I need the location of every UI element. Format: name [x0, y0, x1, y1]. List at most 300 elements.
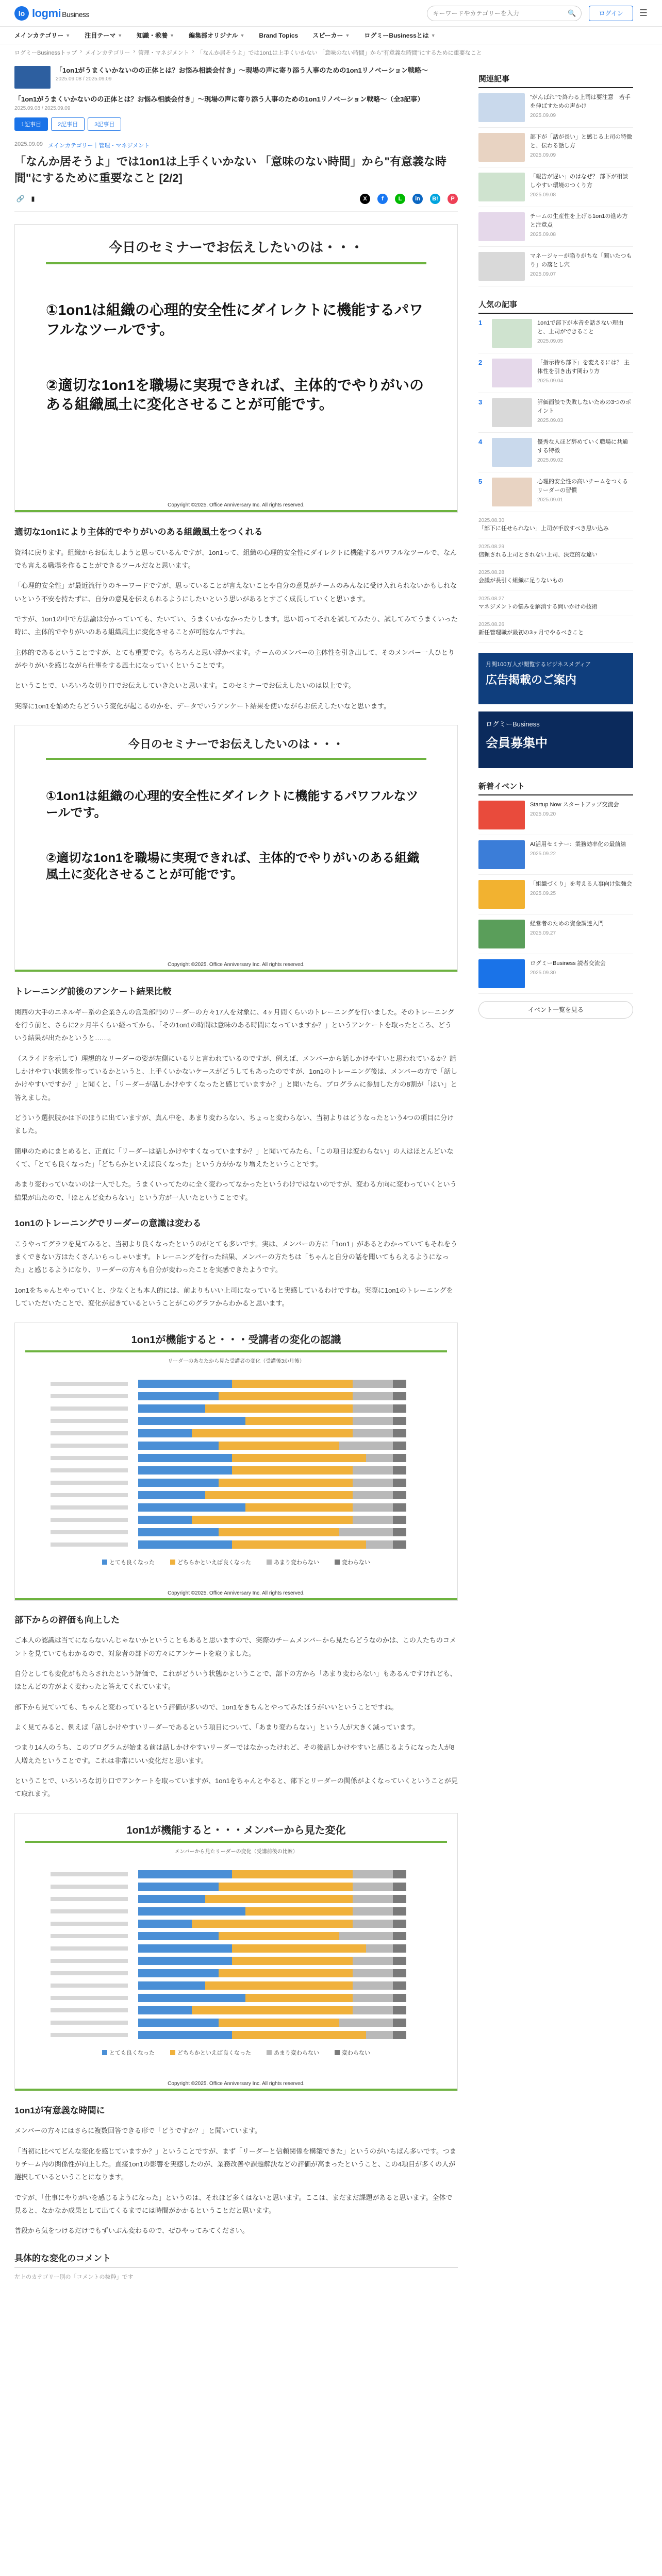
slide-heading: 今日のセミナーでお伝えしたいのは・・・ — [46, 237, 426, 264]
breadcrumb-subcategory[interactable]: 管理・マネジメント — [138, 50, 189, 56]
row-label-placeholder — [51, 1468, 128, 1472]
bar-segment — [138, 1454, 232, 1462]
bar-segment — [393, 1895, 406, 1903]
row-label-placeholder — [51, 1382, 128, 1386]
related-article[interactable] — [478, 167, 633, 207]
chart-copyright: Copyright ©2025. Office Anniversary Inc. All rights reserved. — [168, 1590, 305, 1596]
breadcrumb-category[interactable]: メインカテゴリー — [85, 50, 130, 56]
bar-segment — [353, 2006, 393, 2014]
paragraph: メンバーの方々にはさらに複数回答できる形で「どうですか？」と聞いています。 — [14, 2127, 262, 2135]
article-thumbnail — [478, 252, 525, 281]
row-label-placeholder — [51, 1456, 128, 1460]
event-item[interactable] — [478, 954, 633, 994]
ad-title: 広告掲載のご案内 — [486, 673, 577, 686]
article-thumbnail — [478, 133, 525, 162]
slide-copyright: Copyright ©2025. Office Anniversary Inc. All rights reserved. — [168, 502, 305, 508]
top-header — [0, 0, 662, 27]
nav-item-brand-topics[interactable] — [259, 32, 298, 39]
nav-label: メインカテゴリー — [14, 32, 64, 39]
paragraph: 関西の大手のエネルギー系の企業さんの営業部門のリーダーの方々17人を対象に、4ヶ月間くらいのトレーニングを行いました。そのトレーニングを行う前と、さらに2ヶ月半くらい経ってから、「その1on1の時間は意味のある時間になっていますか？」というアンケートを取ったところ、どういう結果が出たかというと……。 — [14, 1008, 455, 1042]
bar-segment — [138, 1442, 219, 1450]
main-nav — [0, 27, 662, 44]
popular-article-text[interactable] — [478, 590, 633, 617]
row-label-placeholder — [51, 1493, 128, 1497]
slide-bar — [15, 2089, 457, 2091]
linkedin-share-icon[interactable]: in — [412, 194, 423, 204]
row-label-placeholder — [51, 1431, 128, 1435]
article-thumbnail — [492, 359, 532, 387]
rank-number: 4 — [478, 438, 483, 446]
row-label-placeholder — [51, 2021, 128, 2025]
facebook-share-icon[interactable]: f — [377, 194, 388, 204]
legend-swatch — [102, 2050, 107, 2055]
article-text — [530, 133, 633, 162]
section-heading: トレーニング前後のアンケート結果比較 — [14, 987, 172, 997]
bar-segment — [138, 1932, 219, 1940]
paragraph: 「心理的安全性」が最近流行りのキーワードですが、思っていることが言えないことや自分の意見がチームのみんなに受け入れられないかもしれないという不安を持たずに、自分の意見を伝えられるようにしたいという思いがあるとすごく成長していくと思います。 — [14, 582, 457, 603]
row-label-placeholder — [51, 1444, 128, 1448]
bar-segment — [138, 1944, 232, 1953]
bar-segment — [393, 2031, 406, 2039]
event-item[interactable] — [478, 795, 633, 835]
popular-more-list — [478, 512, 633, 642]
event-date: 2025.09.22 — [530, 851, 556, 857]
member-banner[interactable] — [478, 711, 633, 768]
paragraph: ということで、いろいろな切り口でお伝えしていきたいと思います。このセミナーでお伝えしたいのは以上です。 — [14, 682, 355, 690]
row-label-placeholder — [51, 1419, 128, 1423]
popular-article-text[interactable] — [478, 512, 633, 538]
bar-segment — [232, 1380, 353, 1388]
bar-segment — [393, 1981, 406, 1990]
share-bar — [14, 193, 458, 212]
article-text — [530, 212, 633, 241]
search-box — [427, 6, 582, 21]
row-label-placeholder — [51, 1946, 128, 1951]
article-title: 評価面談で失敗しないための3つのポイント — [537, 399, 632, 414]
bar-segment — [219, 1969, 353, 1977]
sidebar-heading-related: 関連記事 — [478, 73, 633, 88]
section-heading: 部下からの評価も向上した — [14, 1615, 120, 1625]
bar-segment — [232, 1870, 353, 1878]
bar-segment — [219, 2019, 339, 2027]
chart-subtitle: リーダーのあなたから見た受講者の変化（受講後3か月後） — [168, 1358, 305, 1364]
bar-segment — [393, 1528, 406, 1536]
nav-item-knowledge[interactable] — [137, 31, 174, 40]
logo-sub: Business — [62, 10, 89, 19]
article-date: 2025.09.04 — [537, 378, 564, 384]
link-icon[interactable]: 🔗 — [16, 194, 25, 202]
event-date: 2025.09.20 — [530, 811, 556, 817]
article-title: 「報告が遅い」のはなぜ？ 部下が相談しやすい環境のつくり方 — [530, 174, 628, 189]
search-icon[interactable]: 🔍 — [568, 9, 576, 17]
bar-segment — [138, 1994, 245, 2002]
nav-item-about[interactable] — [364, 31, 435, 40]
article-date: 2025.09.01 — [537, 497, 564, 503]
section-heading: 適切な1on1により主体的でやりがいのある組織風土をつくれる — [14, 527, 263, 537]
article-title: 新任管理職が最初の3ヶ月でやるべきこと — [478, 630, 584, 636]
bar-segment — [353, 1392, 393, 1400]
bar-segment — [393, 1442, 406, 1450]
event-thumbnail — [478, 840, 525, 869]
bar-segment — [393, 1883, 406, 1891]
bar-segment — [219, 1528, 339, 1536]
bar-segment — [192, 2006, 353, 2014]
nav-item-themes[interactable] — [85, 31, 122, 40]
legend-label: あまり変わらない — [274, 1559, 319, 1566]
logo-mark: lo — [14, 6, 29, 21]
bookmark-icon[interactable]: ▮ — [31, 194, 35, 202]
paragraph: あまり変わっていないのは一人でした。うまくいってたのに全く変わってなかったというわけではないのですが、変わる方向に変わっていくという結果が出たので、「ほとんど変わらない」という方が一人いたということです。 — [14, 1180, 457, 1201]
bar-segment — [138, 1528, 219, 1536]
sidebar — [478, 61, 633, 2290]
popular-article-text[interactable] — [478, 616, 633, 642]
bar-segment — [393, 1417, 406, 1425]
bar-segment — [138, 1503, 245, 1512]
member-banner-caption: ログミーBusiness — [486, 720, 540, 728]
chart-subtitle: メンバーから見たリーダーの変化（受講前後の比較） — [174, 1849, 298, 1855]
related-article[interactable] — [478, 207, 633, 247]
event-title: 経営者のための資金調達入門 — [530, 920, 604, 927]
related-article[interactable] — [478, 128, 633, 167]
event-title: 「組織づくり」を考える人事向け勉強会 — [530, 880, 632, 887]
logo-text — [32, 7, 89, 20]
article-title: 「指示待ち部下」を変えるには？ 主体性を引き出す関わり方 — [537, 360, 630, 375]
rank-number: 5 — [478, 478, 483, 485]
legend-swatch — [267, 1560, 272, 1565]
row-label-placeholder — [51, 1394, 128, 1398]
legend-label: とても良くなった — [109, 1559, 155, 1566]
article-thumbnail — [492, 398, 532, 427]
series-meta: 2025.09.08 / 2025.09.09 — [56, 76, 112, 82]
bar-segment — [393, 1944, 406, 1953]
event-item[interactable] — [478, 875, 633, 914]
article-thumbnail — [492, 478, 532, 506]
article-text — [530, 93, 633, 122]
article-date: 2025.08.27 — [478, 596, 505, 602]
article-thumbnail — [478, 212, 525, 241]
article-date: 2025.09.05 — [537, 338, 564, 344]
related-article[interactable] — [478, 88, 633, 128]
article-date: 2025.08.26 — [478, 622, 505, 628]
bar-segment — [353, 1466, 393, 1475]
nav-label: 知識・教養 — [137, 32, 168, 39]
slide-point-2: ②適切な1on1を職場に実現できれば、主体的でやりがいのある組織風土に変化させることが可能です。 — [46, 377, 424, 413]
paragraph: 資料に戻ります。組織からお伝えしようと思っているんですが、1on1って、組織の心理的安全性にダイレクトに機能するパワフルなツールで、なんでも言える職場を作ることができるツールだなと思います。 — [14, 548, 457, 569]
nav-item-main-category[interactable] — [14, 31, 70, 40]
nav-label: 編集部オリジナル — [189, 32, 238, 39]
bar-segment — [353, 1516, 393, 1524]
bar-segment — [353, 1981, 393, 1990]
line-share-icon[interactable]: L — [395, 194, 405, 204]
row-label-placeholder — [51, 1971, 128, 1975]
bar-segment — [353, 1503, 393, 1512]
article-date: 2025.09.09 — [14, 141, 43, 148]
pocket-share-icon[interactable]: P — [448, 194, 458, 204]
popular-article[interactable] — [478, 433, 633, 472]
bar-segment — [366, 1944, 393, 1953]
bar-segment — [393, 1540, 406, 1549]
bar-segment — [393, 1969, 406, 1977]
article-date: 2025.09.03 — [537, 418, 564, 423]
article-text — [537, 438, 633, 467]
paragraph-group — [14, 546, 458, 713]
series-list-heading: 「1on1がうまくいかないのの正体とは？お悩み相談会付き」〜現場の声に寄り添う人事のための1on1リノベーション戦略〜（全3記事） — [14, 95, 424, 103]
bar-segment — [353, 1895, 393, 1903]
bar-segment — [138, 1491, 205, 1499]
nav-label: スピーカー — [312, 32, 343, 39]
row-label-placeholder — [51, 1959, 128, 1963]
row-label-placeholder — [51, 1406, 128, 1411]
article-text — [537, 478, 633, 506]
article-title: 優秀な人ほど辞めていく職場に共通する特徴 — [537, 439, 628, 454]
bar-segment — [366, 1454, 393, 1462]
popular-article[interactable] — [478, 353, 633, 393]
slide-heading: 今日のセミナーでお伝えしたいのは・・・ — [46, 736, 426, 760]
rank-number: 3 — [478, 398, 483, 406]
events-list — [478, 795, 633, 994]
event-title: Startup Now スタートアップ交流会 — [530, 801, 619, 808]
bar-segment — [353, 1429, 393, 1437]
ad-banner[interactable] — [478, 653, 633, 704]
paragraph: 部下から見ていても、ちゃんと変わっているという評価が多いので、1on1をきちんとやってみたほうがいいということですね。 — [14, 1703, 398, 1711]
row-label-placeholder — [51, 1909, 128, 1913]
popular-article[interactable] — [478, 314, 633, 353]
hamburger-icon[interactable]: ☰ — [639, 8, 648, 18]
slide-point-2: ②適切な1on1を職場に実現できれば、主体的でやりがいのある組織風土に変化させることが可能です。 — [46, 851, 420, 882]
bar-segment — [393, 1870, 406, 1878]
bar-segment — [245, 1503, 353, 1512]
article-thumbnail — [478, 173, 525, 201]
event-item[interactable] — [478, 914, 633, 954]
series-list-title — [14, 95, 458, 112]
article-thumbnail — [492, 438, 532, 467]
hatena-share-icon[interactable]: B! — [430, 194, 440, 204]
bar-segment — [192, 1516, 353, 1524]
paragraph-group — [14, 2124, 458, 2237]
popular-article-text[interactable] — [478, 538, 633, 565]
bar-segment — [138, 1380, 232, 1388]
chevron-down-icon: ▼ — [65, 32, 71, 38]
bar-segment — [138, 1404, 205, 1413]
paragraph-group — [14, 1238, 458, 1310]
article-date: 2025.08.28 — [478, 570, 505, 575]
bar-segment — [339, 2019, 393, 2027]
row-label-placeholder — [51, 2008, 128, 2012]
comments-heading: 具体的な変化のコメント — [14, 2251, 458, 2268]
sidebar-heading-events: 新着イベント — [478, 781, 633, 795]
paragraph: 普段から気をつけるだけでもずいぶん変わるので、ぜひやってみてください。 — [14, 2227, 249, 2235]
event-thumbnail — [478, 959, 525, 988]
bar-segment — [393, 1932, 406, 1940]
bar-segment — [393, 1380, 406, 1388]
bar-segment — [138, 1392, 219, 1400]
site-logo[interactable] — [14, 6, 89, 21]
logo-name: logmi — [32, 6, 61, 20]
breadcrumb-sep: › — [192, 48, 194, 55]
search-input[interactable] — [433, 10, 568, 17]
breadcrumb-current: 「なんか居そうよ」では1on1は上手くいかない 「意味のない時間」から"有意義な時間"にするために重要なこと — [197, 50, 482, 56]
event-text — [530, 840, 626, 869]
row-label-placeholder — [51, 2033, 128, 2037]
chevron-down-icon: ▼ — [431, 32, 436, 38]
row-label-placeholder — [51, 1481, 128, 1485]
bar-segment — [219, 1479, 353, 1487]
legend-label: どちらかといえば良くなった — [177, 1559, 251, 1566]
article-main — [14, 61, 458, 2290]
bar-segment — [393, 2006, 406, 2014]
bar-segment — [219, 1932, 339, 1940]
bar-segment — [366, 1540, 393, 1549]
paragraph: つまり14人のうち、このプログラムが始まる前は話しかけやすいリーダーではなかったけれど、その後話しかけやすいと感じるようになった人が8人増えたということです。これは非常にいい変化だと思います。 — [14, 1743, 455, 1765]
ad-caption: 月間100万人が閲覧するビジネスメディア — [486, 661, 591, 668]
x-share-icon[interactable]: X — [360, 194, 370, 204]
related-list — [478, 88, 633, 286]
bar-segment — [192, 1920, 353, 1928]
nav-label: ログミーBusinessとは — [364, 32, 429, 39]
bar-segment — [393, 2019, 406, 2027]
article-date: 2025.08.29 — [478, 544, 505, 550]
legend-swatch — [102, 1560, 107, 1565]
legend-label: とても良くなった — [109, 2049, 155, 2056]
paragraph: ですが、1on1の中で方法論は分かっていても、たいてい、うまくいかなかったりします。思い切ってそれを試してみたり、試してみてうまくいった時に、主体的でやりがいのある組織風土に変化させることが可能なんですね。 — [14, 615, 458, 636]
row-label-placeholder — [51, 1885, 128, 1889]
tab-article-1[interactable]: 1記事目 — [14, 117, 48, 131]
article-title: 「なんか居そうよ」では1on1は上手くいかない 「意味のない時間」から"有意義な時間"にするために重要なこと [2/2] — [14, 155, 446, 185]
paragraph: よく見てみると、例えば「話しかけやすいリーダーであるという項目について、「あまり変わらない」という人が大きく減っています。 — [14, 1723, 419, 1731]
chart-copyright: Copyright ©2025. Office Anniversary Inc. All rights reserved. — [168, 2080, 305, 2087]
article-meta — [14, 141, 458, 149]
bar-segment — [219, 1392, 353, 1400]
bar-segment — [138, 2019, 219, 2027]
series-title: 「1on1がうまくいかないのの正体とは？お悩み相談会付き」〜現場の声に寄り添う人事のための1on1リノベーション戦略〜 — [56, 66, 428, 74]
article-date: 2025.09.02 — [537, 457, 564, 463]
stacked-bar-chart — [40, 1859, 432, 2075]
legend-swatch — [335, 1560, 340, 1565]
article-title: "がんばれ"で終わる上司は要注意 若手を伸ばすための声かけ — [530, 94, 631, 109]
nav-item-speakers[interactable] — [312, 31, 350, 40]
chart-heading: 1on1が機能すると・・・受講者の変化の認識 — [25, 1331, 447, 1352]
row-label-placeholder — [51, 1897, 128, 1901]
article-title: チームの生産性を上げる1on1の進め方と注意点 — [530, 213, 628, 228]
row-label-placeholder — [51, 1984, 128, 1988]
bar-segment — [138, 1957, 232, 1965]
bar-segment — [393, 1404, 406, 1413]
chart-heading: 1on1が機能すると・・・メンバーから見た変化 — [25, 1822, 447, 1843]
event-text — [530, 959, 606, 988]
tab-article-3[interactable]: 3記事目 — [88, 117, 121, 131]
article-category[interactable]: メインカテゴリー｜管理・マネジメント — [48, 143, 150, 149]
popular-list — [478, 314, 633, 512]
nav-item-original[interactable] — [189, 31, 244, 40]
article-title: 信頼される上司とされない上司、決定的な違い — [478, 551, 598, 558]
article-date: 2025.09.08 — [530, 232, 556, 238]
legend-label: あまり変わらない — [274, 2049, 319, 2056]
breadcrumb — [0, 44, 662, 61]
series-thumbnail — [14, 66, 51, 89]
event-date: 2025.09.27 — [530, 930, 556, 936]
paragraph: ですが、「仕事にやりがいを感じるようになった」というのは、それほど多くはないと思います。ここは、まだまだ課題があると思います。全体で見ると、なかなか成果として出てくるまでには時間がかかるということだと思います。 — [14, 2193, 453, 2214]
section-heading: 1on1のトレーニングでリーダーの意識は変わる — [14, 1218, 202, 1229]
series-box[interactable] — [14, 66, 458, 89]
bar-segment — [393, 1957, 406, 1965]
row-label-placeholder — [51, 1996, 128, 2000]
bar-segment — [339, 1442, 393, 1450]
paragraph: 簡単のためにまとめると、正直に「リーダーは話しかけやすくなっていますか？」と聞いてみたら、「この項目は変わらない」の人はほとんどいなくて、「とても良くなった」「どちらかといえば良くなった」という方がかなり増えたということです。 — [14, 1147, 454, 1168]
bar-segment — [353, 1479, 393, 1487]
article-title: マネジメントの悩みを解消する問いかけの技術 — [478, 603, 598, 610]
section-heading: 1on1が有意義な時間に — [14, 2105, 105, 2115]
bar-segment — [232, 1540, 366, 1549]
row-label-placeholder — [51, 1505, 128, 1510]
paragraph: 主体的であるということですが、とても重要です。もちろんと思い浮かべます。チームのメンバーの主体性を引き出して、そのメンバー一人ひとりがやりがいを感じながら仕事をする風土になっていくということです。 — [14, 648, 455, 670]
event-title: ログミーBusiness 読者交流会 — [530, 960, 606, 967]
popular-article-text[interactable] — [478, 564, 633, 590]
bar-segment — [393, 1466, 406, 1475]
bar-segment — [245, 1994, 353, 2002]
slide-point-1: ①1on1は組織の心理的安全性にダイレクトに機能するパワフルなツールです。 — [46, 789, 419, 820]
legend-label: 変わらない — [342, 2049, 370, 2056]
event-thumbnail — [478, 801, 525, 829]
event-thumbnail — [478, 920, 525, 948]
bar-segment — [393, 1429, 406, 1437]
event-text — [530, 920, 604, 948]
row-label-placeholder — [51, 1530, 128, 1534]
article-text — [530, 252, 633, 281]
related-article[interactable] — [478, 247, 633, 286]
bar-segment — [205, 1491, 353, 1499]
bar-segment — [205, 1895, 353, 1903]
bar-segment — [353, 1491, 393, 1499]
bar-segment — [353, 1957, 393, 1965]
bar-segment — [393, 1479, 406, 1487]
paragraph-group — [14, 1006, 458, 1204]
bar-segment — [393, 1920, 406, 1928]
legend-swatch — [267, 2050, 272, 2055]
event-date: 2025.09.25 — [530, 891, 556, 896]
bar-segment — [138, 1870, 232, 1878]
breadcrumb-home[interactable]: ログミーBusinessトップ — [14, 50, 77, 56]
popular-article[interactable] — [478, 472, 633, 512]
article-date: 2025.09.08 — [530, 192, 556, 198]
event-item[interactable] — [478, 835, 633, 875]
paragraph-group — [14, 1634, 458, 1800]
bar-segment — [353, 1870, 393, 1878]
row-label-placeholder — [51, 1872, 128, 1876]
login-button[interactable]: ログイン — [589, 6, 633, 21]
bar-segment — [353, 1404, 393, 1413]
breadcrumb-sep: › — [80, 48, 82, 55]
event-thumbnail — [478, 880, 525, 909]
bar-segment — [138, 1981, 205, 1990]
sidebar-heading-popular: 人気の記事 — [478, 299, 633, 314]
article-date: 2025.09.07 — [530, 272, 556, 277]
chart-image-2 — [14, 1813, 458, 2091]
paragraph: ご本人の認識は当てにならないんじゃないかということもあると思いますので、実際のチームメンバーから見たらどうなのかは、この人たちのコメントを見ていてもわかるので、対象者の部下の方々にアンケートを取りました。 — [14, 1636, 456, 1657]
bar-segment — [353, 1883, 393, 1891]
article-title: 1on1で部下が本音を話さない理由と、上司ができること — [537, 320, 624, 335]
row-label-placeholder — [51, 1543, 128, 1547]
tab-article-2[interactable]: 2記事目 — [51, 117, 85, 131]
bar-segment — [353, 1380, 393, 1388]
bar-segment — [138, 1540, 232, 1549]
popular-article[interactable] — [478, 393, 633, 433]
more-events-button[interactable]: イベント一覧を見る — [478, 1001, 633, 1019]
paragraph: 1on1をちゃんとやっていくと、少なくとも本人的には、前よりもいい上司になっていると実感しているわけですね。実際に1on1のトレーニングをしていただいたことで、変化が起きているということがこのグラフからわかると思います。 — [14, 1286, 453, 1308]
bar-segment — [393, 1994, 406, 2002]
bar-segment — [393, 1503, 406, 1512]
bar-segment — [138, 1429, 192, 1437]
article-date: 2025.09.09 — [530, 152, 556, 158]
